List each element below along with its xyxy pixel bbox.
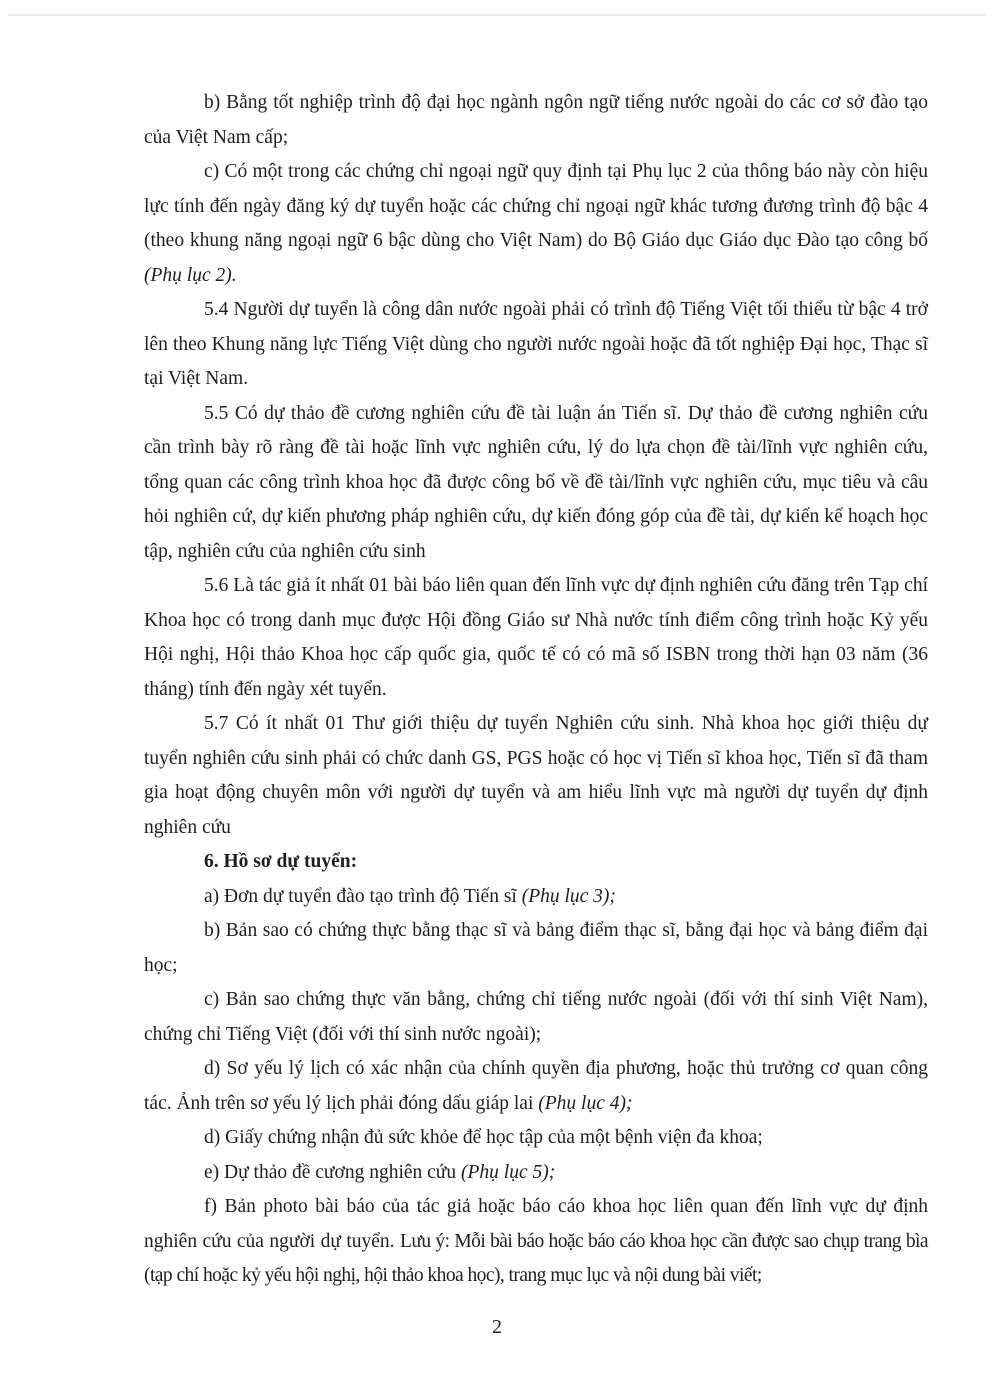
paragraph-b-degree [144,86,928,155]
item-text: c) Bản sao chứng thực văn bằng, chứng chỉ tiếng nước ngoài (đối với thí sinh Việt Nam), chứng chỉ Tiếng Việt (đối với thí sinh nước ngoài); [144,989,928,1045]
paragraph-5-6 [144,569,928,707]
appendix-reference: (Phụ lục 2). [144,264,237,286]
paragraph-text: c) Có một trong các chứng chỉ ngoại ngữ quy định tại Phụ lục 2 của thông báo này còn hiệu lực tính đến ngày đăng ký dự tuyển hoặc các chứng chỉ ngoại ngữ khác tương đương trình độ bậc 4 (theo khung năng ngoại ngữ 6 bậc dùng cho Việt Nam) do Bộ Giáo dục Giáo dục Đào tạo công bố [144,161,928,251]
appendix-reference: (Phụ lục 4); [538,1092,633,1114]
item-text: d) Sơ yếu lý lịch có xác nhận của chính quyền địa phương, hoặc thủ trưởng cơ quan công tác. Ảnh trên sơ yếu lý lịch phải đóng dấu giáp lai [144,1058,928,1114]
scan-edge-line [8,14,986,16]
item-text: d) Giấy chứng nhận đủ sức khỏe để học tập của một bệnh viện đa khoa; [204,1127,763,1148]
item-text: e) Dự thảo đề cương nghiên cứu [204,1161,461,1183]
paragraph-5-4 [144,293,928,397]
paragraph-text: 5.5 Có dự thảo đề cương nghiên cứu đề tài luận án Tiến sĩ. Dự thảo đề cương nghiên cứu cần trình bày rõ ràng đề tài hoặc lĩnh vực nghiên cứu, lý do lựa chọn đề tài/lĩnh vực nghiên cứu, tổng quan các công trình khoa học đã được công bố về đề tài/lĩnh vực nghiên cứu, mục tiêu và câu hỏi nghiên cứ, dự kiến phương pháp nghiên cứu, dự kiến đóng góp của đề tài, dự kiến kế hoạch học tập, nghiên cứu của nghiên cứu sinh [144,402,928,562]
dossier-item-b [144,914,928,983]
dossier-item-a [144,880,928,915]
dossier-item-d-health [144,1121,928,1156]
item-note: Lưu ý: Mỗi bài báo hoặc báo cáo khoa học cần được sao chụp trang bìa (tạp chí hoặc kỷ yếu hội nghị, hội thảo khoa học), trang mục lục và nội dung bài viết; [144,1230,929,1286]
paragraph-text: 5.6 Là tác giả ít nhất 01 bài báo liên quan đến lĩnh vực dự định nghiên cứu đăng trên Tạp chí Khoa học có trong danh mục được Hội đồng Giáo sư Nhà nước tính điểm công trình hoặc Kỷ yếu Hội nghị, Hội thảo Khoa học cấp quốc gia, quốc tế có có mã số ISBN trong thời hạn 03 năm (36 tháng) tính đến ngày xét tuyển. [144,575,928,700]
page-number: 2 [492,1316,502,1338]
appendix-reference: (Phụ lục 3); [521,885,616,907]
item-text: a) Đơn dự tuyển đào tạo trình độ Tiến sĩ [204,885,522,907]
paragraph-text: 5.7 Có ít nhất 01 Thư giới thiệu dự tuyển Nghiên cứu sinh. Nhà khoa học giới thiệu dự tuyển nghiên cứu sinh phải có chức danh GS, PGS hoặc có học vị Tiến sĩ khoa học, Tiến sĩ đã tham gia hoạt động chuyên môn với người dự tuyển và am hiểu lĩnh vực mà người dự tuyển dự định nghiên cứu [144,713,928,838]
document-body [144,86,928,1294]
paragraph-5-7 [144,707,928,845]
dossier-item-e [144,1156,928,1191]
paragraph-c-certificate [144,155,928,293]
section-heading-application-dossier: 6. Hồ sơ dự tuyển: [204,851,358,872]
dossier-item-f [144,1190,928,1294]
item-text: b) Bản sao có chứng thực bằng thạc sĩ và bảng điểm thạc sĩ, bằng đại học và bảng điểm đại học; [144,920,928,976]
dossier-item-d-cv [144,1052,928,1121]
paragraph-5-5 [144,397,928,570]
item-text: f) Bản photo bài báo của tác giả hoặc báo cáo khoa học liên quan đến lĩnh vực dự định nghiên cứu của người dự tuyển. [144,1196,928,1252]
paragraph-text: b) Bằng tốt nghiệp trình độ đại học ngành ngôn ngữ tiếng nước ngoài do các cơ sở đào tạo của Việt Nam cấp; [144,92,928,148]
dossier-item-c [144,983,928,1052]
paragraph-text: 5.4 Người dự tuyển là công dân nước ngoài phải có trình độ Tiếng Việt tối thiểu từ bậc 4 trở lên theo Khung năng lực Tiếng Việt dùng cho người nước ngoài hoặc đã tốt nghiệp Đại học, Thạc sĩ tại Việt Nam. [144,299,928,389]
appendix-reference: (Phụ lục 5); [461,1161,556,1183]
